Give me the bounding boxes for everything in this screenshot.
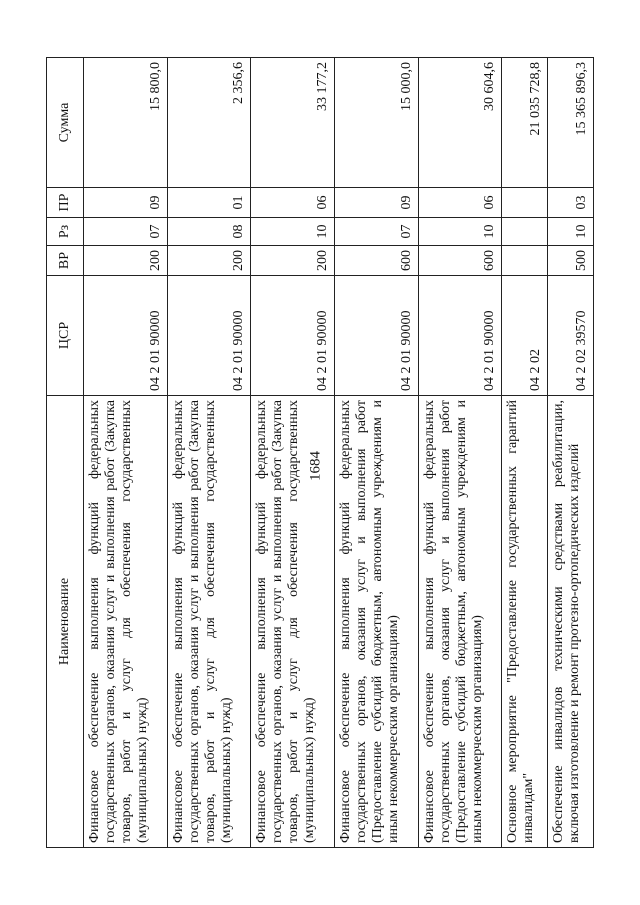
- row-pr: 09: [84, 187, 168, 217]
- column-header-csr: ЦСР: [47, 275, 84, 395]
- row-sum: 33 177,2: [251, 57, 335, 187]
- row-name: Финансовое обеспечение выполнения функций федеральных государственных органов, оказания услуг и выполнения работ (Предоставление субсидий бюджетным, автономным учреждениям и иным некоммерческим организациям): [418, 395, 502, 847]
- row-rz: 07: [334, 217, 418, 245]
- row-csr: 04 2 01 90000: [251, 275, 335, 395]
- row-rz: 10: [548, 217, 594, 245]
- row-name: Финансовое обеспечение выполнения функций федеральных государственных органов, оказания услуг и выполнения работ (Предоставление субсидий бюджетным, автономным учреждениям и иным некоммерческим организациям): [334, 395, 418, 847]
- row-name: Финансовое обеспечение выполнения функций федеральных государственных органов, оказания услуг и выполнения работ (Закупка товаров, работ и услуг для обеспечения государственных (муниципальных) нужд): [167, 395, 251, 847]
- column-header-sum: Сумма: [47, 57, 84, 187]
- table-row: [502, 57, 548, 847]
- table-row: [548, 57, 594, 847]
- column-header-pr: ПР: [47, 187, 84, 217]
- row-csr: 04 2 02: [502, 275, 548, 395]
- row-pr: 03: [548, 187, 594, 217]
- table-row: [251, 57, 335, 847]
- row-vr: 200: [84, 245, 168, 275]
- row-sum: 15 800,0: [84, 57, 168, 187]
- row-sum: 15 000,0: [334, 57, 418, 187]
- row-sum: 2 356,6: [167, 57, 251, 187]
- row-csr: 04 2 01 90000: [84, 275, 168, 395]
- row-rz: 10: [418, 217, 502, 245]
- column-header-name: Наименование: [47, 395, 84, 847]
- table-header-row: [47, 57, 84, 847]
- table-row: [418, 57, 502, 847]
- page-number: 1684: [307, 451, 324, 481]
- row-name: Финансовое обеспечение выполнения функций федеральных государственных органов, оказания услуг и выполнения работ (Закупка товаров, работ и услуг для обеспечения государственных (муниципальных) нужд): [251, 395, 335, 847]
- column-header-rz: Рз: [47, 217, 84, 245]
- row-rz: [502, 217, 548, 245]
- row-pr: 01: [167, 187, 251, 217]
- row-rz: 08: [167, 217, 251, 245]
- rotated-table-container: [46, 58, 594, 848]
- row-sum: 21 035 728,8: [502, 57, 548, 187]
- row-name: Обеспечение инвалидов техническими средствами реабилитации, включая изготовление и ремонт протезно-ортопедических изделий: [548, 395, 594, 847]
- row-rz: 10: [251, 217, 335, 245]
- row-pr: 06: [251, 187, 335, 217]
- row-csr: 04 2 01 90000: [167, 275, 251, 395]
- row-pr: 06: [418, 187, 502, 217]
- row-pr: [502, 187, 548, 217]
- row-sum: 30 604,6: [418, 57, 502, 187]
- row-pr: 09: [334, 187, 418, 217]
- row-name: Основное мероприятие "Предоставление государственных гарантий инвалидам": [502, 395, 548, 847]
- row-vr: [502, 245, 548, 275]
- row-vr: 200: [167, 245, 251, 275]
- row-sum: 15 365 896,3: [548, 57, 594, 187]
- column-header-vr: ВР: [47, 245, 84, 275]
- row-vr: 500: [548, 245, 594, 275]
- row-vr: 200: [251, 245, 335, 275]
- table-row: [334, 57, 418, 847]
- row-vr: 600: [418, 245, 502, 275]
- budget-table: [46, 57, 594, 848]
- row-csr: 04 2 02 39570: [548, 275, 594, 395]
- row-vr: 600: [334, 245, 418, 275]
- row-csr: 04 2 01 90000: [334, 275, 418, 395]
- row-rz: 07: [84, 217, 168, 245]
- table-row: [167, 57, 251, 847]
- table-row: [84, 57, 168, 847]
- row-name: Финансовое обеспечение выполнения функций федеральных государственных органов, оказания услуг и выполнения работ (Закупка товаров, работ и услуг для обеспечения государственных (муниципальных) нужд): [84, 395, 168, 847]
- row-csr: 04 2 01 90000: [418, 275, 502, 395]
